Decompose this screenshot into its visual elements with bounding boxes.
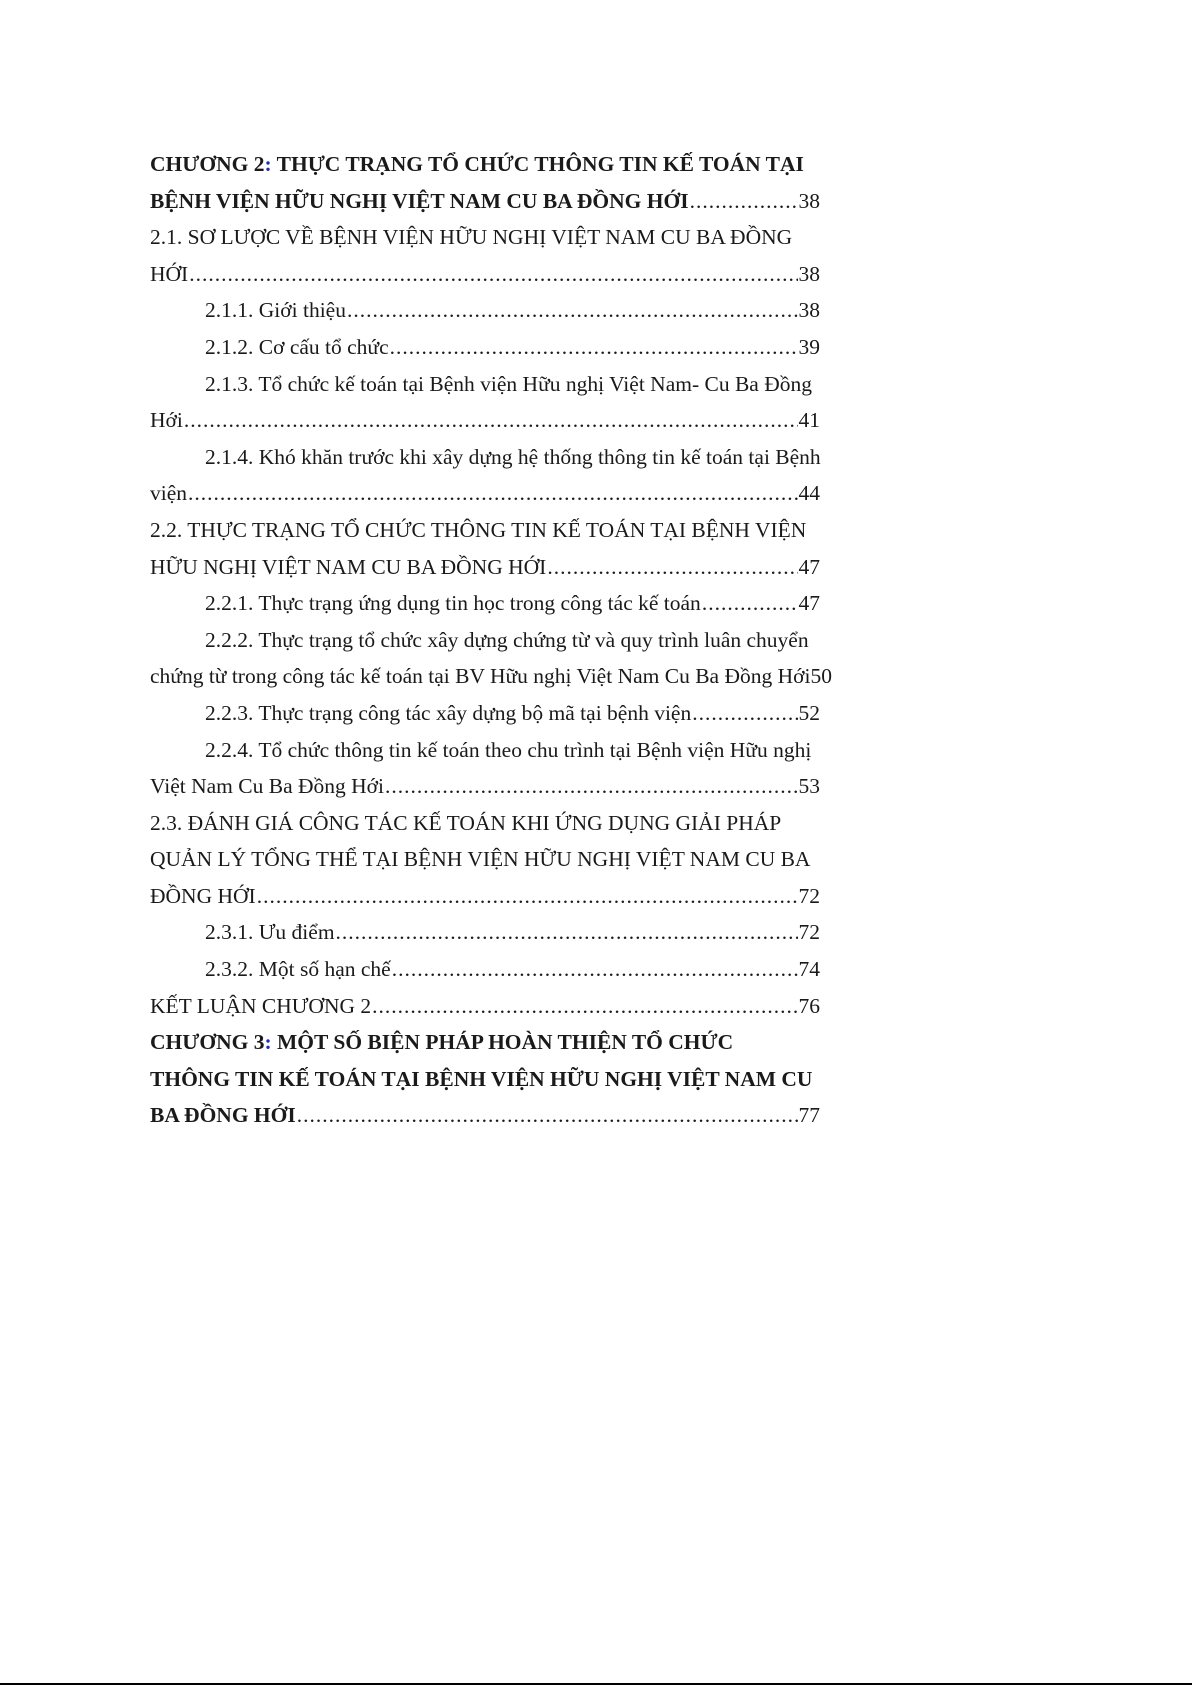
dot-leader [390, 329, 798, 366]
page-number: 52 [798, 700, 820, 725]
toc-section-2-3-line-1 [150, 805, 820, 842]
toc-entry-text: Việt Nam Cu Ba Đồng Hới [150, 774, 385, 799]
toc-section-2-1-2[interactable] [150, 329, 820, 366]
dot-leader [189, 256, 797, 293]
toc-section-2-2-2-line-2[interactable] [150, 658, 832, 695]
toc-chapter-3-title-line-2 [150, 1061, 820, 1098]
page-number: 41 [798, 408, 820, 433]
page-number: 39 [798, 334, 820, 359]
toc-section-2-3-line-3[interactable] [150, 878, 820, 915]
toc-entry-text: THÔNG TIN KẾ TOÁN TẠI BỆNH VIỆN HỮU NGHỊ VIỆT NAM CU [150, 1066, 813, 1091]
toc-entry-text: 2.1.4. Khó khăn trước khi xây dựng hệ thống thông tin kế toán tại Bệnh [205, 444, 821, 469]
dot-leader [372, 988, 797, 1025]
page-number: 38 [798, 261, 820, 286]
toc-entry-text: chứng từ trong công tác kế toán tại BV Hữu nghị Việt Nam Cu Ba Đồng Hới [150, 664, 811, 689]
toc-section-2-1-line-1 [150, 219, 820, 256]
chapter-2-colon: : [264, 152, 272, 176]
toc-section-2-2-3[interactable] [150, 695, 820, 732]
chapter-3-colon: : [264, 1030, 272, 1055]
toc-entry-text: BỆNH VIỆN HỮU NGHỊ VIỆT NAM CU BA ĐỒNG HỚI [150, 188, 689, 213]
toc-chapter-2-title-line-1 [150, 146, 820, 183]
toc-section-2-2-2-line-1 [150, 622, 820, 659]
page-number: 53 [798, 774, 820, 799]
page-number: 50 [810, 664, 832, 689]
page-number: 47 [798, 591, 820, 616]
toc-section-2-1-line-2[interactable] [150, 256, 820, 293]
toc-entry-text: 2.2. THỰC TRẠNG TỔ CHỨC THÔNG TIN KẾ TOÁN TẠI BỆNH VIỆN [150, 517, 807, 542]
toc-chapter-3-title-line-1 [150, 1024, 820, 1061]
toc-entry-text: viện [150, 481, 188, 506]
page-number: 76 [798, 993, 820, 1018]
dot-leader [257, 878, 798, 915]
toc-entry-text: 2.2.1. Thực trạng ứng dụng tin học trong công tác kế toán [205, 591, 701, 616]
dot-leader [184, 402, 798, 439]
toc-entry-text: 2.2.4. Tổ chức thông tin kế toán theo chu trình tại Bệnh viện Hữu nghị [205, 737, 812, 762]
table-of-contents [150, 146, 832, 1134]
toc-entry-text: 2.1. SƠ LƯỢC VỀ BỆNH VIỆN HỮU NGHỊ VIỆT NAM CU BA ĐỒNG [150, 225, 793, 250]
toc-section-2-1-3-line-2[interactable] [150, 402, 820, 439]
toc-section-2-3-line-2 [150, 841, 820, 878]
toc-section-2-1-4-line-2[interactable] [150, 475, 820, 512]
toc-section-2-2-4-line-1 [150, 732, 820, 769]
page-number: 38 [798, 188, 820, 213]
toc-section-2-3-1[interactable] [150, 914, 820, 951]
toc-entry-text: Hới [150, 408, 183, 433]
page-number: 77 [798, 1103, 820, 1128]
dot-leader [547, 549, 797, 586]
page-number: 72 [798, 920, 820, 945]
toc-entry-text: 2.3.1. Ưu điểm [205, 920, 335, 945]
toc-entry-text: 2.1.3. Tổ chức kế toán tại Bệnh viện Hữu nghị Việt Nam- Cu Ba Đồng [205, 371, 812, 396]
toc-entry-text: HỮU NGHỊ VIỆT NAM CU BA ĐỒNG HỚI [150, 554, 547, 579]
toc-entry-text: KẾT LUẬN CHƯƠNG 2 [150, 993, 372, 1018]
dot-leader [347, 292, 798, 329]
chapter-2-title-text: THỰC TRẠNG TỔ CHỨC THÔNG TIN KẾ TOÁN TẠI [271, 152, 804, 176]
toc-entry-text: 2.3. ĐÁNH GIÁ CÔNG TÁC KẾ TOÁN KHI ỨNG DỤNG GIẢI PHÁP [150, 810, 782, 835]
page-number: 47 [798, 554, 820, 579]
toc-section-2-1-1[interactable] [150, 292, 820, 329]
toc-section-2-2-line-1 [150, 512, 820, 549]
toc-chapter-3-title-line-3[interactable] [150, 1097, 820, 1134]
toc-section-2-2-4-line-2[interactable] [150, 768, 820, 805]
dot-leader [297, 1097, 798, 1134]
page-number: 74 [798, 957, 820, 982]
toc-section-2-2-line-2[interactable] [150, 549, 820, 586]
dot-leader [188, 475, 797, 512]
page-number: 38 [798, 298, 820, 323]
toc-section-2-3-2[interactable] [150, 951, 820, 988]
toc-entry-text: 2.2.3. Thực trạng công tác xây dựng bộ mã tại bệnh viện [205, 700, 692, 725]
toc-conclusion-chapter-2[interactable] [150, 988, 820, 1025]
dot-leader [702, 585, 798, 622]
chapter-3-title-text: MỘT SỐ BIỆN PHÁP HOÀN THIỆN TỔ CHỨC [271, 1030, 734, 1055]
dot-leader [392, 951, 798, 988]
page-number: 44 [798, 481, 820, 506]
toc-entry-text: 2.2.2. Thực trạng tổ chức xây dựng chứng từ và quy trình luân chuyển [205, 627, 809, 652]
toc-entry-text: QUẢN LÝ TỔNG THỂ TẠI BỆNH VIỆN HỮU NGHỊ VIỆT NAM CU BA [150, 847, 811, 872]
dot-leader [336, 914, 798, 951]
toc-entry-text: BA ĐỒNG HỚI [150, 1103, 296, 1128]
chapter-3-label: CHƯƠNG 3 [150, 1030, 265, 1055]
dot-leader [385, 768, 797, 805]
dot-leader [690, 183, 798, 220]
toc-section-2-2-1[interactable] [150, 585, 820, 622]
toc-entry-text: ĐỒNG HỚI [150, 883, 256, 908]
chapter-2-label: CHƯƠNG 2 [150, 152, 265, 176]
toc-entry-text: 2.3.2. Một số hạn chế [205, 957, 391, 982]
toc-entry-text: 2.1.2. Cơ cấu tổ chức [205, 334, 389, 359]
page-number: 72 [798, 883, 820, 908]
toc-section-2-1-4-line-1 [150, 439, 820, 476]
toc-chapter-2-title-line-2[interactable] [150, 183, 820, 220]
dot-leader [692, 695, 797, 732]
toc-section-2-1-3-line-1 [150, 366, 820, 403]
toc-entry-text: 2.1.1. Giới thiệu [205, 298, 346, 323]
toc-entry-text: HỚI [150, 261, 189, 286]
